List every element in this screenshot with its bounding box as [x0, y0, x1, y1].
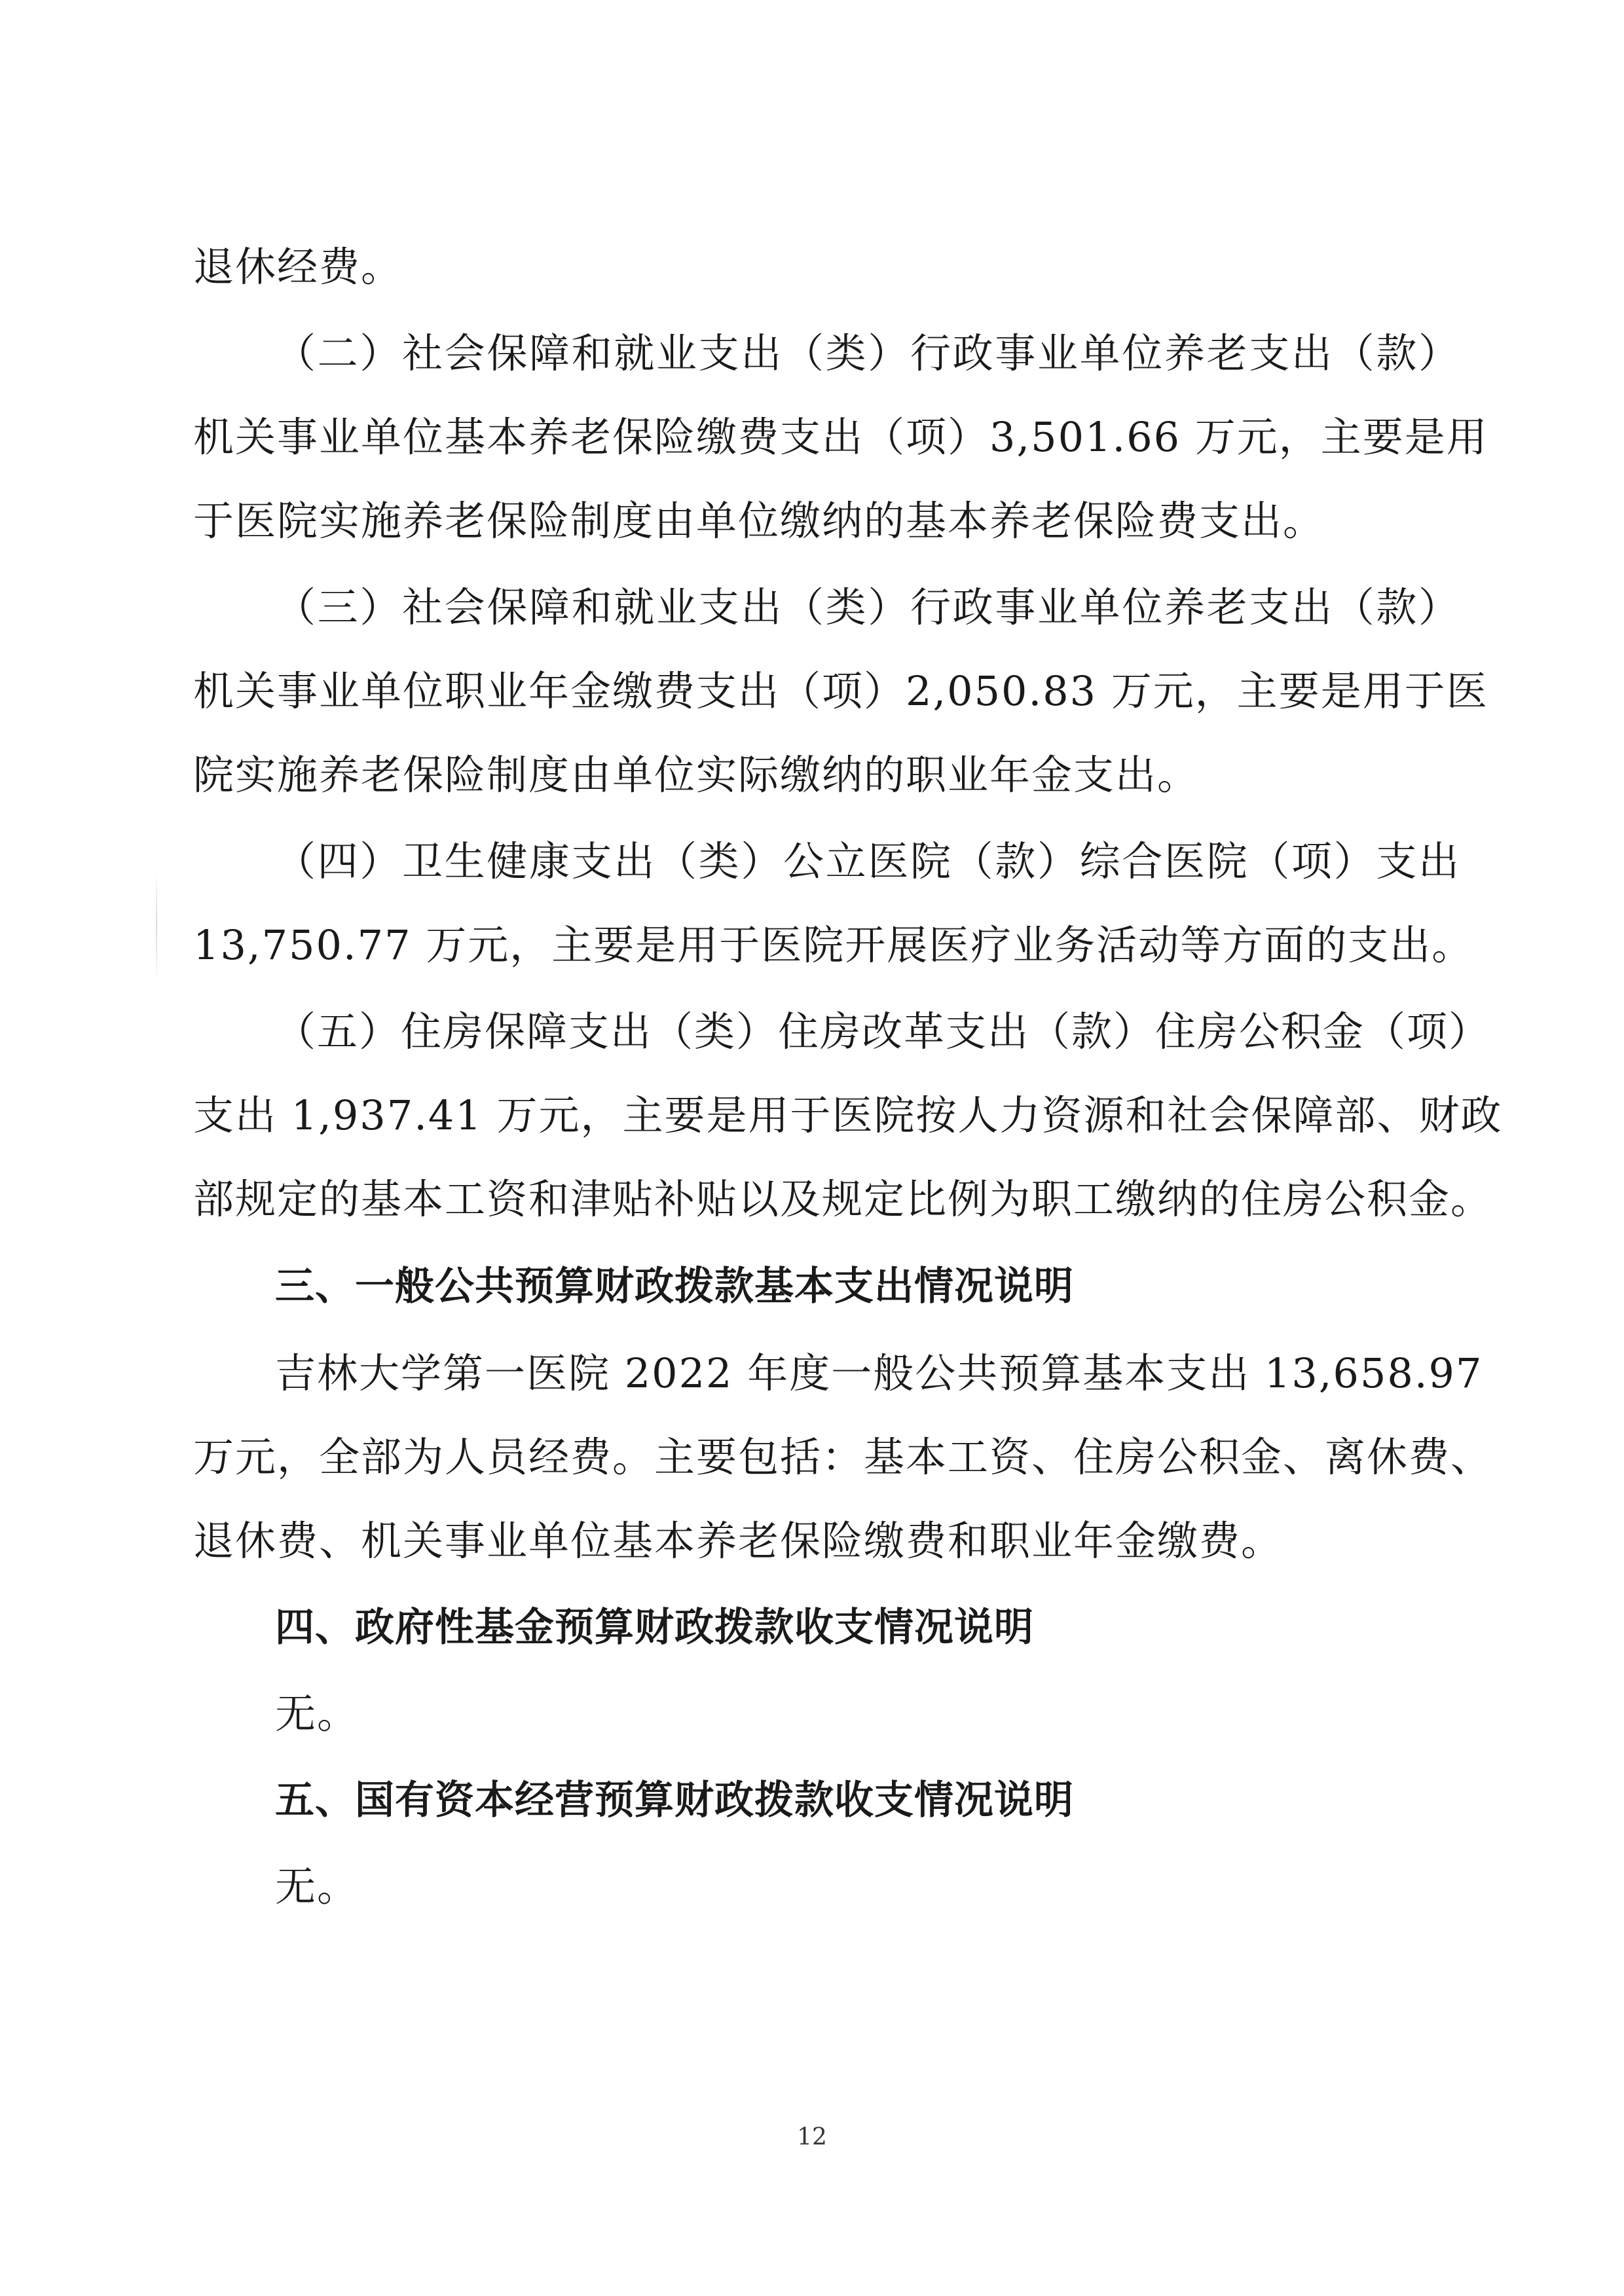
text-line: 退休经费。	[193, 243, 403, 291]
text-line: （四）卫生健康支出（类）公立医院（款）综合医院（项）支出	[275, 837, 1460, 885]
text-line: （二）社会保障和就业支出（类）行政事业单位养老支出（款）	[275, 329, 1460, 377]
text-line: 院实施养老保险制度由单位实际缴纳的职业年金支出。	[193, 751, 1200, 799]
page-number: 12	[797, 2124, 827, 2151]
text-line: 于医院实施养老保险制度由单位缴纳的基本养老保险费支出。	[193, 497, 1325, 545]
text-line: 万元，全部为人员经费。主要包括：基本工资、住房公积金、离休费、	[193, 1433, 1493, 1481]
text-line: 支出 1,937.41 万元，主要是用于医院按人力资源和社会保障部、财政	[193, 1091, 1503, 1139]
section-heading: 三、一般公共预算财政拨款基本支出情况说明	[275, 1264, 1074, 1309]
text-line: 机关事业单位职业年金缴费支出（项）2,050.83 万元，主要是用于医	[193, 667, 1488, 715]
text-line: 无。	[275, 1690, 360, 1738]
text-line: 无。	[275, 1863, 360, 1910]
text-line: 退休费、机关事业单位基本养老保险缴费和职业年金缴费。	[193, 1517, 1283, 1565]
text-line: （五）住房保障支出（类）住房改革支出（款）住房公积金（项）	[275, 1008, 1491, 1055]
section-heading: 四、政府性基金预算财政拨款收支情况说明	[275, 1605, 1034, 1650]
text-line: （三）社会保障和就业支出（类）行政事业单位养老支出（款）	[275, 583, 1460, 631]
text-line: 吉林大学第一医院 2022 年度一般公共预算基本支出 13,658.97	[275, 1349, 1483, 1397]
scan-artifact	[156, 871, 157, 982]
section-heading: 五、国有资本经营预算财政拨款收支情况说明	[275, 1777, 1074, 1823]
text-line: 部规定的基本工资和津贴补贴以及规定比例为职工缴纳的住房公积金。	[193, 1175, 1493, 1223]
text-line: 机关事业单位基本养老保险缴费支出（项）3,501.66 万元，主要是用	[193, 413, 1488, 461]
text-line: 13,750.77 万元，主要是用于医院开展医疗业务活动等方面的支出。	[193, 921, 1474, 969]
